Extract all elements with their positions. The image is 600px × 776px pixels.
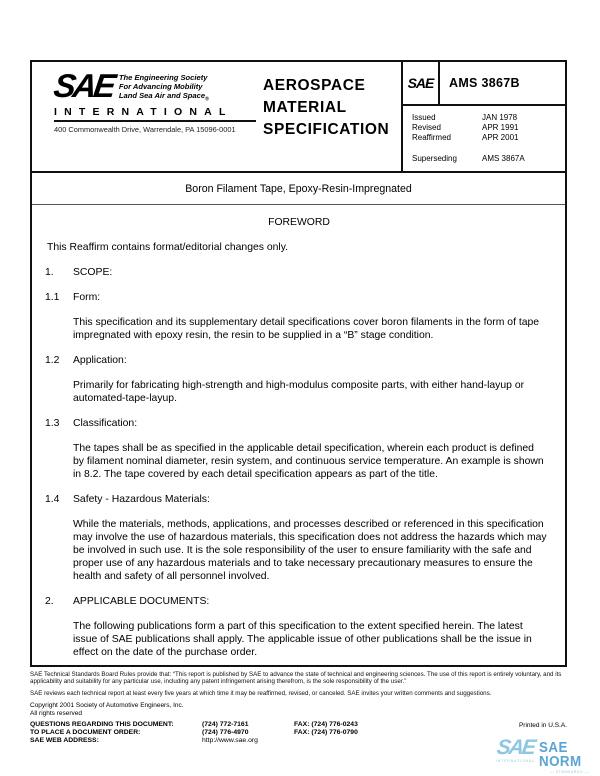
section-number: 1.4 [45,494,60,505]
sae-address: 400 Commonwealth Drive, Warrendale, PA 15096-0001 [54,124,236,134]
superseding-label: Superseding [412,154,457,163]
contact-label: TO PLACE A DOCUMENT ORDER: [30,729,141,737]
section-heading: Safety - Hazardous Materials: [73,494,210,505]
section-number: 1.3 [45,418,60,429]
contact-fax: FAX: (724) 776-0790 [294,729,358,737]
section-applicable-documents [45,595,553,608]
sae-logo-block [51,67,256,134]
doc-type-line-3: SPECIFICATION [263,121,390,138]
superseding-row [412,154,561,164]
revised-label: Revised [412,123,441,132]
section-applicable-documents-paragraph: The following publications form a part of this specification to the extent specified herein. The latest issue of SAE publications shall apply. The applicable issue of other publications shall be the issue in effect on the date of the purchase order. [73,621,532,658]
sae-norm-sae-icon: SAE [495,736,536,759]
contact-fax: FAX: (724) 776-0243 [294,721,358,729]
section-safety [45,493,553,506]
registered-mark: ® [205,96,209,103]
revised-row [412,123,561,133]
header-left-cell [32,62,401,171]
specification-title-bar [32,173,565,205]
contact-info [30,721,567,745]
issued-date: JAN 1978 [482,113,518,122]
section-heading: Form: [73,292,101,303]
sae-web-address: http://www.sae.org [202,737,258,745]
foreword-text: This Reaffirm contains format/editorial changes only. [47,242,289,253]
contact-phone: (724) 776-4970 [202,729,249,737]
printed-in-usa: Printed in U.S.A. [518,722,567,729]
section-scope [45,266,553,279]
header-right-cell [401,62,565,171]
sae-badge-icon: SAE [403,62,440,104]
specification-title: Boron Filament Tape, Epoxy-Resin-Impregnated [185,182,412,195]
sae-norm-label: SAE NORM [538,740,582,770]
section-heading: Classification: [73,418,138,429]
contact-label: QUESTIONS REGARDING THIS DOCUMENT: [30,721,174,729]
doc-type-line-2: MATERIAL [263,99,347,116]
section-number: 1.2 [45,355,60,366]
revision-history [403,106,565,171]
revised-date: APR 1991 [482,123,519,132]
disclaimer-paragraph-2: SAE reviews each technical report at least every five years at which time it may be reaffirmed, revised, or canceled. SAE invites your written comments and suggestions. [30,689,492,697]
copyright-line: Copyright 2001 Society of Automotive Engineers, Inc. [30,702,184,710]
section-number: 1.1 [45,292,60,303]
superseding-value: AMS 3867A [482,154,525,163]
sae-logo-icon: SAE [51,67,116,104]
sae-logo-tagline [119,71,209,105]
section-classification [45,417,553,430]
doc-type-line-1: AEROSPACE [263,77,366,94]
document-type-title [263,75,389,141]
document-body [32,205,565,659]
contact-row-questions [30,721,567,729]
contact-label: SAE WEB ADDRESS: [30,737,99,745]
contact-row-web [30,737,567,745]
section-heading: SCOPE: [73,267,113,278]
tagline-line-2: For Advancing Mobility [118,82,203,91]
sae-international-label: INTERNATIONAL [54,106,256,122]
rights-reserved-line: All rights reserved [30,709,83,717]
tagline-line-3: Land Sea Air and Space$_®$ [118,91,209,103]
contact-phone: (724) 772-7161 [202,721,249,729]
issued-row [412,113,561,123]
reaffirmed-label: Reaffirmed [412,133,451,142]
tagline-line-1: The Engineering Society [118,73,208,82]
sae-norm-international-label: INTERNATIONAL [496,759,535,763]
document-header [32,62,565,173]
sae-norm-tagline: — STANDARDS — [550,770,589,774]
foreword-heading: FOREWORD [268,217,330,228]
reaffirmed-date: APR 2001 [482,133,519,142]
contact-row-order [30,729,567,737]
section-number: 2. [45,596,54,607]
section-form [45,291,553,304]
section-application-paragraph: Primarily for fabricating high-strength and high-modulus composite parts, with either hand-layup or automated-tape-layup. [73,380,525,404]
section-heading: Application: [73,355,127,366]
section-form-paragraph: This specification and its supplementary detail specifications cover boron filaments in the form of tape impregnated with epoxy resin, the resin to be supplied in a “B” stage condition. [73,317,540,341]
section-classification-paragraph: The tapes shall be as specified in the applicable detail specification, wherein each product is defined by filament nominal diameter, resin system, and continuous service temperature. An example is shown in 8.2. The tape covered by each detail specification appears as part of the title. [73,443,544,480]
issued-label: Issued [412,113,436,122]
document-frame [30,60,567,667]
section-number: 1. [45,267,54,278]
reaffirmed-row [412,133,561,143]
sae-norm-watermark [496,738,600,774]
section-safety-paragraph: While the materials, methods, applications, and processes described or referenced in this specification may involve the use of hazardous materials, this specification does not address the hazards which may be involved in such use. It is the sole responsibility of the user to ensure familiarity with the safe and proper use of any hazardous materials and to take necessary precautionary measures to ensure the health and safety of all personnel involved. [73,519,547,582]
footer [30,671,567,745]
document-number: AMS 3867B [449,76,520,90]
section-heading: APPLICABLE DOCUMENTS: [73,596,210,607]
section-application [45,354,553,367]
disclaimer-paragraph-1: SAE Technical Standards Board Rules provide that: “This report is published by SAE to advance the state of technical and engineering sciences. The use of this report is entirely voluntary, and its applicability and suitability for any particular use, including any patent infringement arising therefrom, is the sole responsibility of the user.” [30,671,562,686]
